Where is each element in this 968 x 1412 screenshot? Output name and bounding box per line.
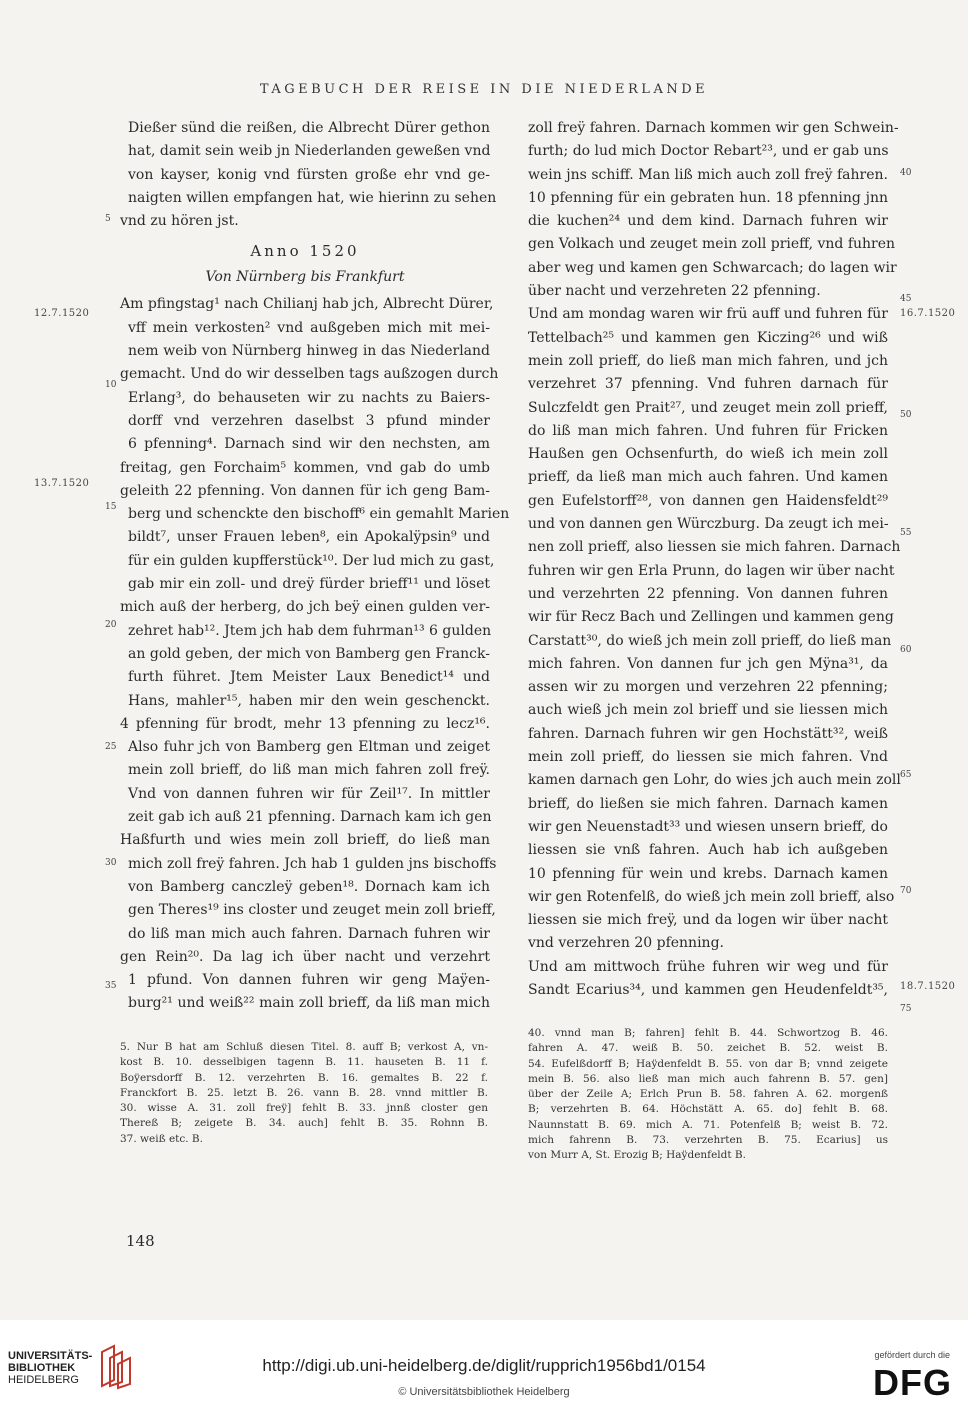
line-number: 50 <box>900 410 912 420</box>
apparatus-line: fahren A. 47. weiß B. 50. zeichet B. 52. weist B. <box>528 1042 888 1055</box>
text-line: vnd verzehren 20 pfenning. <box>528 935 724 952</box>
text-line: mein zoll prieff, do liessen sie mich fahren. Vnd <box>528 749 888 766</box>
line-number: 35 <box>105 981 117 991</box>
line-number: 15 <box>105 502 117 512</box>
library-name-line: HEIDELBERG <box>8 1374 79 1386</box>
text-line: vff mein verkosten² vnd außgeben mich mit mei- <box>128 319 490 336</box>
line-number: 45 <box>900 294 912 304</box>
text-line: von kayser, konig vnd fürsten große ehr vnd ge- <box>128 166 490 183</box>
page-number: 148 <box>126 1232 155 1250</box>
line-number: 65 <box>900 770 912 780</box>
apparatus-line: 5. Nur B hat am Schluß diesen Titel. 8. auff B; verkost A, vn- <box>120 1041 488 1053</box>
text-line: mich zoll freÿ fahren. Jch hab 1 gulden jns bischoffs <box>128 855 497 872</box>
apparatus-line: mein B. 56. also ließ man mich auch fahrenn B. 57. gen] <box>528 1072 888 1085</box>
text-line: Tettelbach²⁵ und kammen gen Kiczing²⁶ und wiß <box>528 329 888 346</box>
text-line: Hans, mahler¹⁵, haben mir den wein geschenckt. <box>128 692 490 709</box>
text-line: Dießer sünd die reißen, die Albrecht Dürer gethon <box>128 120 490 136</box>
line-number: 75 <box>900 1004 912 1014</box>
text-line: Haßfurth und wies mein zoll brieff, do ließ man <box>120 832 490 849</box>
text-line: und verzehrten 22 pfenning. Von dannen fuhren <box>528 585 888 602</box>
text-line: Erlang³, do behauseten wir zu nachts zu Baiers- <box>128 389 490 406</box>
text-line: mich auß der herberg, do jch beÿ einen gulden ver- <box>120 599 490 616</box>
text-line: nem weib von Nürnberg hinweg in das Niederland <box>128 343 490 360</box>
text-line: Sandt Ecarius³⁴, und kammen gen Heudenfeldt³⁵, <box>528 981 888 998</box>
text-line: brieff, do ließen sie mich fahren. Darnach kamen <box>528 795 888 812</box>
text-line: liessen sie mich freÿ, und da logen wir über nacht <box>528 912 888 929</box>
text-line: mich fahren. Von dannen fur jch gen Mÿna³¹, da <box>528 655 888 672</box>
critical-apparatus-right <box>528 1026 888 1164</box>
apparatus-line: Thereß B; zeigete B. 34. auch] fehlt B. 35. Rohnn B. <box>120 1117 488 1130</box>
text-line: Sulczfeldt gen Prait²⁷, und zeuget mein zoll prieff, <box>528 399 888 416</box>
text-line: naigten willen empfangen hat, wie hierinn zu sehen <box>128 189 497 206</box>
apparatus-line: Boÿersdorff B. 12. verzehrten B. 16. gemaltes B. 22 f. <box>120 1071 488 1084</box>
text-line: Also fuhr jch von Bamberg gen Eltman und zeiget <box>128 739 490 756</box>
footer-bar <box>0 1320 968 1412</box>
line-number: 20 <box>105 620 117 630</box>
text-line: do liß man mich fahren. Und fuhren für Fricken <box>528 422 888 439</box>
text-line: gen Eufelstorff²⁸, von dannen gen Haidensfeldt²⁹ <box>528 492 888 509</box>
text-line: Vnd von dannen fuhren wir für Zeil¹⁷. In mittler <box>128 785 490 802</box>
text-line: Carstatt³⁰, do wieß jch mein zoll prieff, do ließ man <box>528 632 892 649</box>
apparatus-line: B; verzehrten B. 64. Höchstätt A. 65. do] fehlt B. 68. <box>528 1103 888 1116</box>
text-line: assen wir zu morgen und verzehren 22 pfenning; <box>528 679 888 696</box>
line-number: 60 <box>900 645 912 655</box>
apparatus-line: von Murr A, St. Erozig B; Haÿdenfeldt B. <box>528 1149 746 1162</box>
margin-date: 18.7.1520 <box>900 981 956 992</box>
text-line: berg und schenckte den bischoff⁶ ein gemahlt Marien <box>128 506 510 523</box>
text-line: Anno 1520 <box>250 242 360 261</box>
text-line: Und am mondag waren wir frü auff und fuhren für <box>528 306 888 323</box>
line-number: 25 <box>105 742 117 752</box>
library-name-line: UNIVERSITÄTS- <box>8 1350 93 1362</box>
line-number: 40 <box>900 168 912 178</box>
critical-apparatus-left <box>120 1040 488 1147</box>
apparatus-line: 30. wisse A. 31. zoll freÿ] fehlt B. 33. jnnß closter gen <box>120 1102 488 1115</box>
text-line: furth führet. Jtem Meister Laux Benedict¹⁴ und <box>128 669 490 686</box>
text-line: wir für Recz Bach und Zellingen und kammen geng <box>528 609 894 626</box>
text-line: gen Volkach und zeuget mein zoll prieff, vnd fuhren <box>528 236 896 253</box>
text-line: gab mir ein zoll- und dreÿ fürder brieff¹¹ und löset <box>128 576 490 593</box>
text-line: verzehret 37 pfenning. Vnd fuhren darnach für <box>528 376 888 393</box>
text-line: bildt⁷, unser Frauen leben⁸, ein Apokalÿpsin⁹ und <box>128 529 490 546</box>
margin-date: 13.7.1520 <box>34 478 90 489</box>
text-line: 1 pfund. Von dannen fuhren wir geng Maÿen- <box>128 972 490 989</box>
text-line: aber weg und kamen gen Schwarcach; do lagen wir <box>528 259 897 276</box>
apparatus-line: 40. vnnd man B; fahren] fehlt B. 44. Schwortzog B. 46. <box>528 1027 888 1039</box>
text-line: für ein gulden kupfferstück¹⁰. Der lud mich zu gast, <box>128 552 495 569</box>
line-number: 10 <box>105 380 117 390</box>
text-line: gen Rein²⁰. Da lag ich über nacht und verzehrt <box>120 948 490 965</box>
text-line: prieff, da ließ man mich auch fahren. Und kamen <box>528 469 888 486</box>
text-line: mein zoll prieff, do ließ man mich fahren, und jch <box>528 352 888 369</box>
library-name-line: BIBLIOTHEK <box>8 1362 76 1374</box>
text-line: wir gen Neuenstadt³³ und wiesen unsern brieff, do <box>528 818 888 835</box>
text-line: fahren. Darnach fuhren wir gen Hochstätt³², weiß <box>528 725 888 742</box>
permalink-url[interactable]: http://digi.ub.uni-heidelberg.de/diglit/rupprich1956bd1/0154 <box>262 1356 706 1375</box>
funding-label: gefördert durch die <box>874 1350 950 1360</box>
text-line: an gold geben, der mich von Bamberg gen Franck- <box>128 645 490 662</box>
left-text-column <box>120 117 510 1016</box>
text-line: Haußen gen Ochsenfurth, do wieß ich mein zoll <box>528 446 888 463</box>
text-line: 6 pfenning⁴. Darnach sind wir den nechsten, am <box>128 436 490 453</box>
text-line: gen Theres¹⁹ ins closter und zeuget mein zoll brieff, <box>128 902 496 919</box>
text-line: zoll freÿ fahren. Darnach kommen wir gen Schwein- <box>528 120 899 136</box>
dfg-logo[interactable]: DFG <box>873 1362 952 1403</box>
text-line: wir gen Rotenfelß, do wieß jch mein zoll brieff, also <box>528 888 895 905</box>
text-line: Am pfingstag¹ nach Chilianj hab jch, Albrecht Dürer, <box>120 296 494 313</box>
text-line: zehret hab¹². Jtem jch hab dem fuhrman¹³ 6 gulden <box>128 622 492 639</box>
text-line: mein zoll brieff, do liß man mich fahren zoll freÿ. <box>128 762 490 779</box>
apparatus-line: Naunnstatt B. 69. mich A. 71. Potenfelß B; weist B. 72. <box>528 1118 888 1131</box>
running-head: TAGEBUCH DER REISE IN DIE NIEDERLANDE <box>259 82 709 97</box>
text-line: geleith 22 pfenning. Von dannen für ich geng Bam- <box>120 482 490 499</box>
line-number: 30 <box>105 858 117 868</box>
text-line: und von dannen gen Würczburg. Da zeugt ich mei- <box>528 516 889 533</box>
line-number: 70 <box>900 886 912 896</box>
text-line: 10 pfenning für wein und krebs. Darnach kamen <box>528 865 888 882</box>
apparatus-line: kost B. 10. desselbigen tagenn B. 11. hauseten B. 11 f. <box>120 1056 488 1069</box>
text-line: fuhren wir gen Erla Prunn, do lagen wir über nacht <box>528 562 895 579</box>
text-line: Von Nürnberg bis Frankfurt <box>205 269 405 286</box>
text-line: hat, damit sein weib jn Niederlanden geweßen vnd <box>128 143 491 160</box>
text-line: zeit gab ich auß 21 pfenning. Darnach kam ich gen <box>128 809 492 826</box>
apparatus-line: Franckfort B. 25. letzt B. 26. vann B. 28. vnnd mittler B. <box>120 1086 488 1099</box>
text-line: wein jns schiff. Man liß mich auch zoll freÿ fahren. <box>528 166 888 183</box>
text-line: 10 pfenning für ein gebraten hun. 18 pfenning jnn <box>528 189 888 206</box>
apparatus-line: mich fahrenn B. 73. verzehrten B. 75. Ecarius] us <box>528 1134 888 1147</box>
apparatus-line: 54. Eufelßdorff B; Haÿdenfeldt B. 55. von dar B; vnnd zeigete <box>528 1057 888 1070</box>
text-line: auch wieß jch mein zol brieff und sie liessen mich <box>528 702 888 719</box>
margin-date: 12.7.1520 <box>34 308 90 319</box>
text-line: burg²¹ und weiß²² main zoll brieff, da liß man mich <box>128 995 490 1012</box>
apparatus-line: 37. weiß etc. B. <box>120 1132 203 1145</box>
text-line: von Bamberg canczleÿ geben¹⁸. Dornach kam ich <box>128 878 490 895</box>
text-line: freitag, gen Forchaim⁵ kommen, vnd gab do umb <box>120 459 490 476</box>
line-number: 5 <box>105 214 111 224</box>
margin-date: 16.7.1520 <box>900 308 956 319</box>
text-line: nen zoll prieff, also liessen sie mich fahren. Darnach <box>528 539 901 556</box>
text-line: kamen darnach gen Lohr, do wies jch auch mein zoll <box>528 772 901 789</box>
line-number: 55 <box>900 528 912 538</box>
text-line: die kuchen²⁴ und dem kind. Darnach fuhren wir <box>528 213 888 230</box>
copyright-notice: © Universitätsbibliothek Heidelberg <box>398 1386 570 1398</box>
text-line: Und am mittwoch frühe fuhren wir weg und für <box>528 958 888 975</box>
text-line: dorff vnd verzehren daselbst 3 pfund minder <box>128 412 490 429</box>
text-line: gemacht. Und do wir desselben tags außzogen durch <box>120 366 499 383</box>
text-line: vnd zu hören jst. <box>120 213 239 230</box>
text-line: do liß man mich auch fahren. Darnach fuhren wir <box>128 925 490 942</box>
apparatus-line: über der Zeile A; Erlch Prun B. 58. fahren A. 62. morgenß <box>528 1088 888 1101</box>
text-line: 4 pfenning für brodt, mehr 13 pfenning zu lecz¹⁶. <box>120 715 490 732</box>
text-line: über nacht und verzehreten 22 pfenning. <box>528 283 821 300</box>
text-line: furth; do lud mich Doctor Rebart²³, und er gab uns <box>528 143 889 160</box>
right-text-column <box>528 117 901 1002</box>
text-line: liessen sie vnß fahren. Auch hab ich außgeben <box>528 842 888 859</box>
